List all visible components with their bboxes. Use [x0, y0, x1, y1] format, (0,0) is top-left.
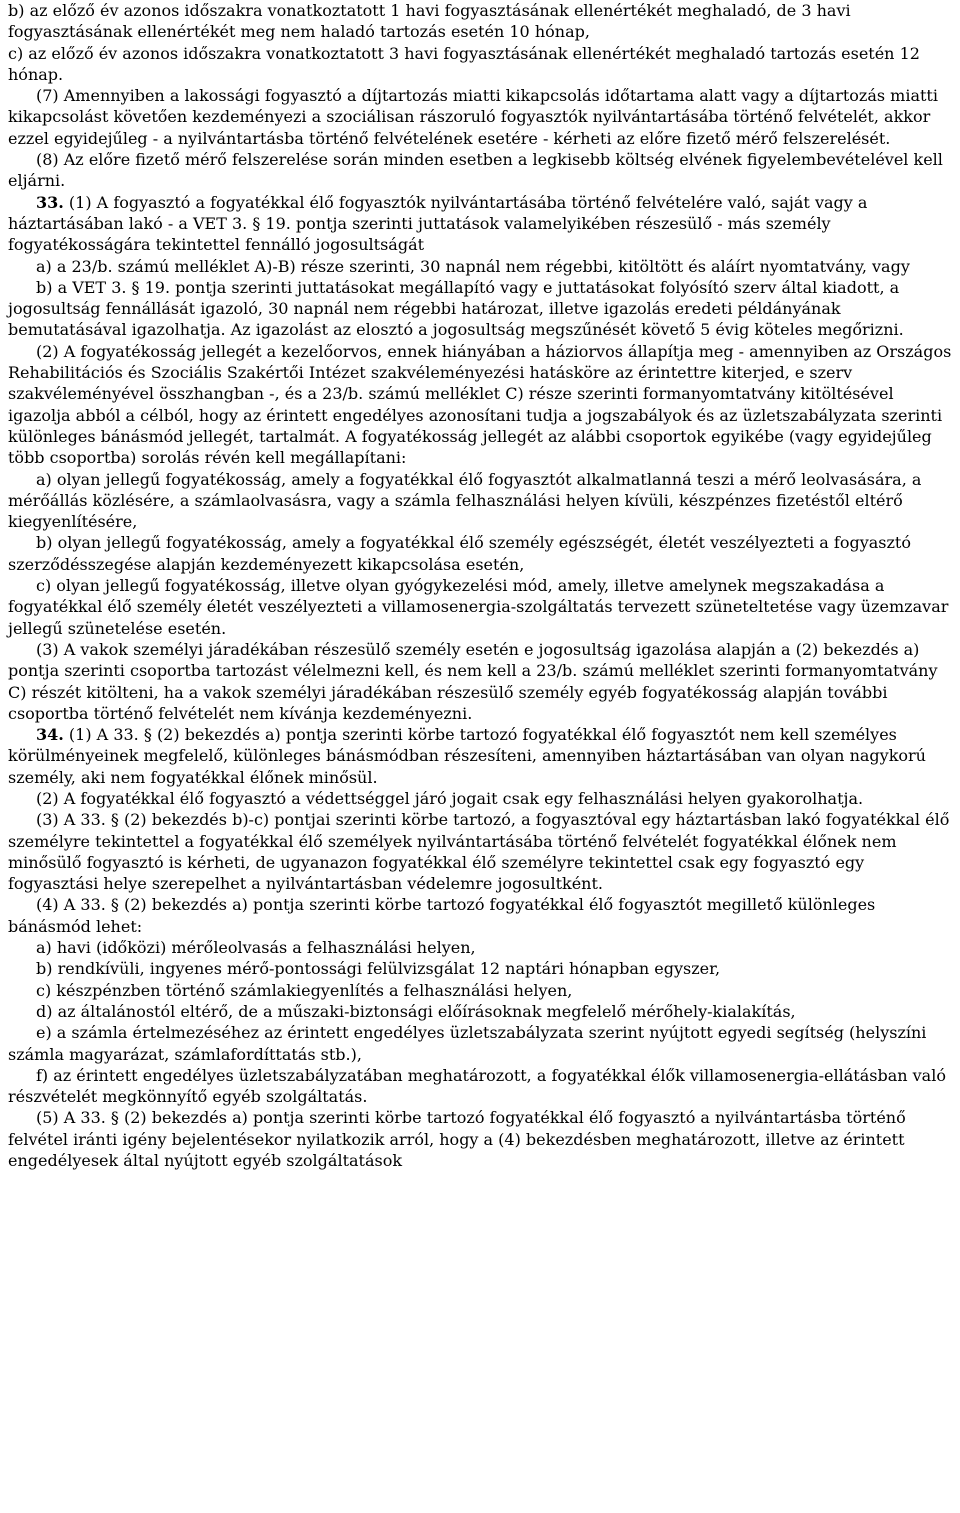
- treatment-item-d: d) az általánostól eltérő, de a műszaki-biztonsági előírásoknak megfelelő mérőhely-kialakítás,: [36, 1001, 796, 1021]
- section-number: 33.: [36, 192, 64, 212]
- treatment-item-f: f) az érintett engedélyes üzletszabályzatában meghatározott, a fogyatékkal élők villamosenergia-ellátásban való részvételét megkönnyítő egyéb szolgáltatás.: [8, 1065, 946, 1107]
- section-number: 34.: [36, 725, 64, 745]
- section-33-point-b: b) a VET 3. § 19. pontja szerinti juttatásokat megállapító vagy e juttatásokat folyósító szerv által kiadott, a jogosultság fennállását igazoló, 30 napnál nem régebbi határozat, illetve igazolás eredeti példányának bemutatásával igazolhatja. Az igazolást az elosztó a jogosultság megszűnését követő 5 évig köteles megőrizni.: [8, 277, 904, 340]
- treatment-item-e: e) a számla értelmezéséhez az érintett engedélyes üzletszabályzata szerint nyújtott egyedi segítség (helyszíni számla magyarázat, számlafordíttatás stb.),: [8, 1023, 927, 1064]
- treatment-item-c: c) készpénzben történő számlakiegyenlítés a felhasználási helyen,: [36, 980, 573, 1000]
- disability-group-a: a) olyan jellegű fogyatékosság, amely a fogyatékkal élő fogyasztót alkalmatlanná teszi a mérő leolvasására, a mérőállás közlésére, a számlaolvasásra, vagy a számla felhasználási helyen kívüli, készpénzes fizetéstől eltérő kiegyenlítésére,: [8, 469, 922, 532]
- section-34-paragraph-3: (3) A 33. § (2) bekezdés b)-c) pontjai szerinti körbe tartozó, a fogyasztóval egy háztartásban lakó fogyatékkal élő személyre tekintettel a fogyatékkal élő személyek nyilvántartásába történő felvételét fogyatékkal élőnek nem minősülő fogyasztó is kérheti, de ugyanazon fogyatékkal élő személyre tekintettel csak egy fogyasztó egy fogyasztási helye szerepelhet a nyilvántartásban védelemre jogosultként.: [8, 810, 950, 894]
- paragraph-8: (8) Az előre fizető mérő felszerelése során minden esetben a legkisebb költség elvének figyelembevételével kell eljárni.: [8, 150, 943, 191]
- section-34-paragraph-4: (4) A 33. § (2) bekezdés a) pontja szerinti körbe tartozó fogyatékkal élő fogyasztót megillető különleges bánásmód lehet:: [8, 895, 876, 936]
- paragraph-b-10-months: b) az előző év azonos időszakra vonatkoztatott 1 havi fogyasztásának ellenértékét meghaladó, de 3 havi fogyasztásának ellenértékét meg nem haladó tartozás esetén 10 hónap,: [8, 1, 851, 42]
- section-text: (1) A fogyasztó a fogyatékkal élő fogyasztók nyilvántartásába történő felvételére való, saját vagy a háztartásában lakó - a VET 3. § 19. pontja szerinti juttatások valamelyikében részesülő - más személy fogyatékosságára tekintettel fennálló jogosultságát: [8, 192, 868, 255]
- disability-group-b: b) olyan jellegű fogyatékosság, amely a fogyatékkal élő személy egészségét, életét veszélyezteti a fogyasztó szerződésszegése alapján kezdeményezett kikapcsolása esetén,: [8, 533, 911, 574]
- section-34-paragraph-1: [8, 724, 954, 788]
- treatment-item-b: b) rendkívüli, ingyenes mérő-pontossági felülvizsgálat 12 naptári hónapban egyszer,: [36, 959, 721, 979]
- treatment-item-a: a) havi (időközi) mérőleolvasás a felhasználási helyen,: [36, 938, 476, 958]
- section-34-paragraph-2: (2) A fogyatékkal élő fogyasztó a védettséggel járó jogait csak egy felhasználási helyen gyakorolhatja.: [36, 788, 864, 808]
- section-text: (1) A 33. § (2) bekezdés a) pontja szerinti körbe tartozó fogyatékkal élő fogyasztót nem kell személyes körülményeinek megfelelő, különleges bánásmódban részesíteni, amennyiben háztartásában van olyan nagykorú személy, aki nem fogyatékkal élőnek minősül.: [8, 725, 926, 787]
- paragraph-c-12-months: c) az előző év azonos időszakra vonatkoztatott 3 havi fogyasztásának ellenértékét meghaladó tartozás esetén 12 hónap.: [8, 43, 920, 84]
- section-33-paragraph-1: [8, 192, 954, 256]
- document-page: [8, 0, 954, 1171]
- disability-group-c: c) olyan jellegű fogyatékosság, illetve olyan gyógykezelési mód, amely, illetve amelynek megszakadása a fogyatékkal élő személy életét veszélyezteti a villamosenergia-szolgáltatás tervezett szüneteltetése vagy üzemzavar jellegű szünetelése esetén.: [8, 576, 949, 638]
- section-33-paragraph-3: (3) A vakok személyi járadékában részesülő személy esetén e jogosultság igazolása alapján a (2) bekezdés a) pontja szerinti csoportba tartozást vélelmezni kell, és nem kell a 23/b. számú melléklet szerinti formanyomtatvány C) részét kitölteni, ha a vakok személyi járadékában részesülő személy egyéb fogyatékosság alapján további csoportba történő felvételét nem kívánja kezdeményezni.: [8, 639, 938, 723]
- section-33-point-a: a) a 23/b. számú melléklet A)-B) része szerinti, 30 napnál nem régebbi, kitöltött és aláírt nyomtatvány, vagy: [36, 256, 910, 276]
- paragraph-7: (7) Amennyiben a lakossági fogyasztó a díjtartozás miatti kikapcsolás időtartama alatt vagy a díjtartozás miatti kikapcsolást követően kezdeményezi a szociálisan rászoruló fogyasztók nyilvántartásába történő felvételét, akkor ezzel egyidejűleg - a nyilvántartásba történő felvételének esetére - kérheti az előre fizető mérő felszerelését.: [8, 86, 938, 148]
- section-34-paragraph-5: (5) A 33. § (2) bekezdés a) pontja szerinti körbe tartozó fogyatékkal élő fogyasztó a nyilvántartásba történő felvétel iránti igény bejelentésekor nyilatkozik arról, hogy a (4) bekezdésben meghatározott, illetve az érintett engedélyesek által nyújtott egyéb szolgáltatások: [8, 1108, 906, 1171]
- section-33-paragraph-2: (2) A fogyatékosság jellegét a kezelőorvos, ennek hiányában a háziorvos állapítja meg - amennyiben az Országos Rehabilitációs és Szociális Szakértői Intézet szakvéleményezési hatásköre az érintettre kiterjed, e szerv szakvéleményével összhangban -, és a 23/b. számú melléklet C) része szerinti formanyomtatvány kitöltésével igazolja abból a célból, hogy az érintett engedélyes azonosítani tudja a jogszabályok és az üzletszabályzata szerinti különleges bánásmód jellegét, tartalmát. A fogyatékosság jellegét az alábbi csoportok egyikébe (vagy egyidejűleg több csoportba) sorolás révén kell megállapítani:: [8, 341, 952, 468]
